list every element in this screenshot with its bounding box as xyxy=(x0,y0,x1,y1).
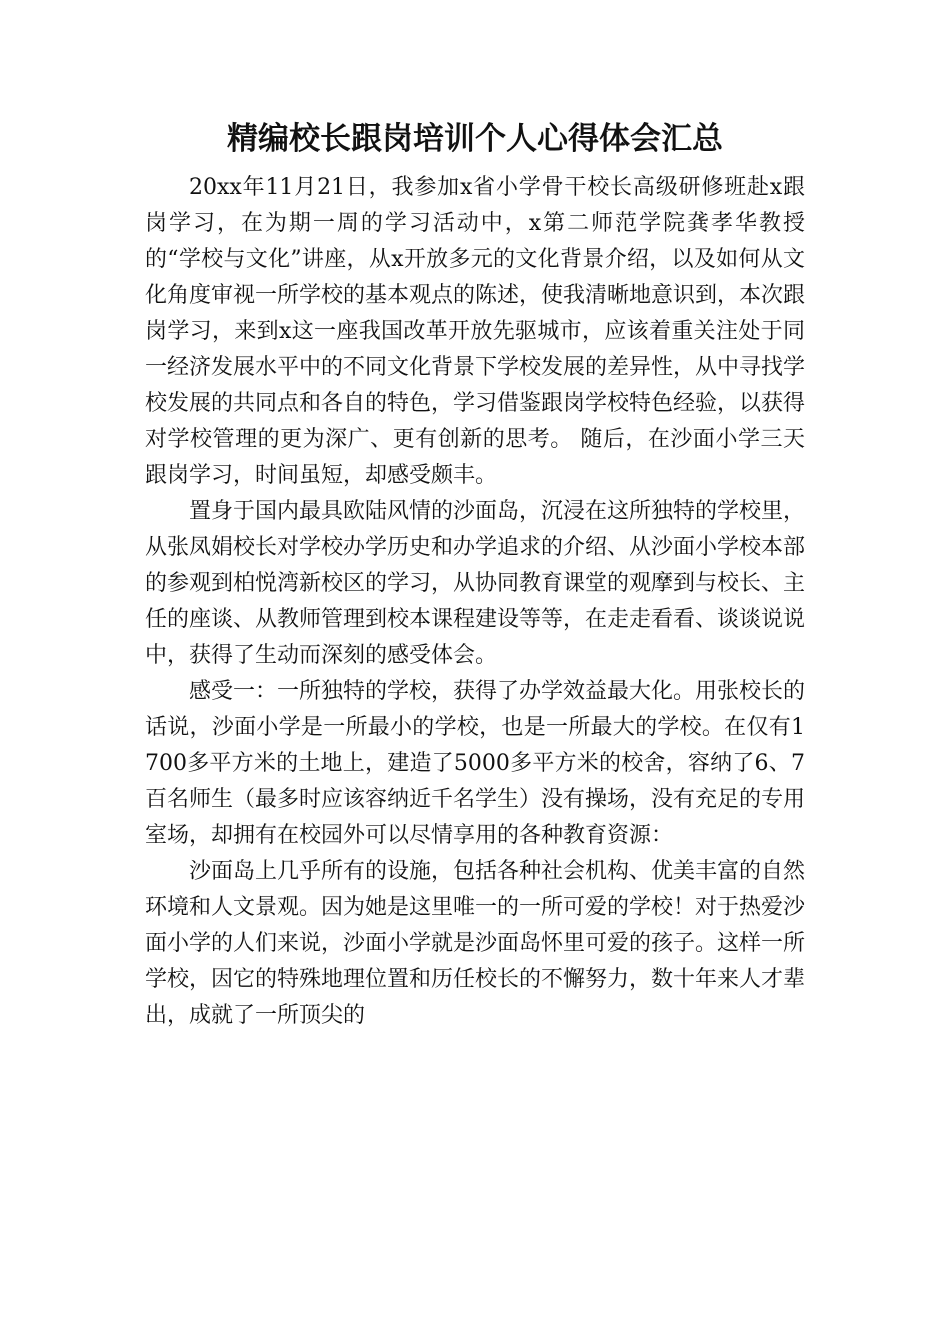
paragraph: 沙面岛上几乎所有的设施，包括各种社会机构、优美丰富的自然环境和人文景观。因为她是这里唯一的一所可爱的学校！对于热爱沙面小学的人们来说，沙面小学就是沙面岛怀里可爱的孩子。这样一所学校，因它的特殊地理位置和历任校长的不懈努力，数十年来人才辈出，成就了一所顶尖的 xyxy=(145,859,806,1028)
document-title: 精编校长跟岗培训个人心得体会汇总 xyxy=(227,121,723,157)
paragraph: 20xx年11月21日，我参加x省小学骨干校长高级研修班赴x跟岗学习，在为期一周的学习活动中，x第二师范学院龚孝华教授的“学校与文化”讲座，从x开放多元的文化背景介绍，以及如何从文化角度审视一所学校的基本观点的陈述，使我清晰地意识到，本次跟岗学习，来到x这一座我国改革开放先驱城市，应该着重关注处于同一经济发展水平中的不同文化背景下学校发展的差异性，从中寻找学校发展的共同点和各自的特色，学习借鉴跟岗学校特色经验，以获得对学校管理的更为深广、更有创新的思考。 随后，在沙面小学三天跟岗学习，时间虽短，却感受颇丰。 xyxy=(145,175,806,488)
paragraph: 置身于国内最具欧陆风情的沙面岛，沉浸在这所独特的学校里，从张凤娟校长对学校办学历史和办学追求的介绍、从沙面小学校本部的参观到柏悦湾新校区的学习，从协同教育课堂的观摩到与校长、主任的座谈、从教师管理到校本课程建设等等，在走走看看、谈谈说说中，获得了生动而深刻的感受体会。 xyxy=(145,499,806,668)
paragraph: 感受一：一所独特的学校，获得了办学效益最大化。用张校长的话说，沙面小学是一所最小的学校，也是一所最大的学校。在仅有1700多平方米的土地上，建造了5000多平方米的校舍，容纳了6、7百名师生（最多时应该容纳近千名学生）没有操场，没有充足的专用室场，却拥有在校园外可以尽情享用的各种教育资源： xyxy=(145,679,806,848)
document-body xyxy=(145,170,805,1034)
